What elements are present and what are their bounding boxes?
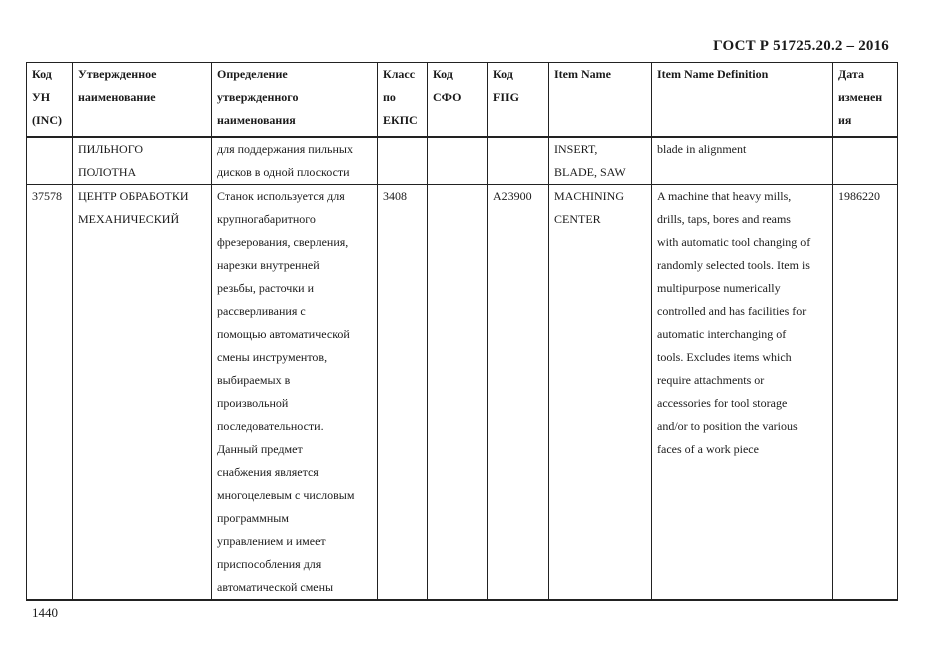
cell-definition: Станок используется для крупногабаритного фрезерования, сверления, нарезки внутренней резьбы, расточки и рассверливания с помощью автоматической смены инструментов, выбираемых в произвольной последовательности. Данный предмет снабжения является многоцелевым с числовым программным управлением и имеет приспособления для автоматической смены [212, 185, 378, 601]
cell-item-definition: A machine that heavy mills, drills, taps, bores and reams with automatic tool changing of randomly selected tools. Item is multipurpose numerically controlled and has facilities for automatic interchanging of tools. Excludes items which require attachments or accessories for tool storage and/or to position the various faces of a work piece [652, 185, 833, 601]
column-header-item-name: Item Name [549, 63, 652, 138]
cell-approved-name: ЦЕНТР ОБРАБОТКИ МЕХАНИЧЕСКИЙ [73, 185, 212, 601]
cell-code: 37578 [27, 185, 73, 601]
cell-date [833, 137, 898, 185]
column-header-definition: Определение утвержденного наименования [212, 63, 378, 138]
cell-ekps: 3408 [378, 185, 428, 601]
document-code: ГОСТ Р 51725.20.2 – 2016 [713, 38, 889, 54]
cell-item-name: INSERT, BLADE, SAW [549, 137, 652, 185]
column-header-approved-name: Утвержденное наименование [73, 63, 212, 138]
column-header-fiig-code: Код FIIG [488, 63, 549, 138]
cell-definition: для поддержания пильных дисков в одной плоскости [212, 137, 378, 185]
cell-code [27, 137, 73, 185]
table-header-row [27, 63, 898, 138]
catalog-table [26, 62, 898, 601]
table-row [27, 137, 898, 185]
cell-ekps [378, 137, 428, 185]
cell-item-definition: blade in alignment [652, 137, 833, 185]
cell-fiig [488, 137, 549, 185]
column-header-change-date: Дата изменен ия [833, 63, 898, 138]
column-header-inc-code: Код УН (INC) [27, 63, 73, 138]
cell-approved-name: ПИЛЬНОГО ПОЛОТНА [73, 137, 212, 185]
page-number: 1440 [32, 605, 58, 620]
cell-sfo [428, 137, 488, 185]
table-row [27, 185, 898, 601]
cell-date: 1986220 [833, 185, 898, 601]
column-header-sfo-code: Код СФО [428, 63, 488, 138]
cell-fiig: A23900 [488, 185, 549, 601]
cell-item-name: MACHINING CENTER [549, 185, 652, 601]
column-header-item-name-definition: Item Name Definition [652, 63, 833, 138]
column-header-ekps-class: Класс по ЕКПС [378, 63, 428, 138]
cell-sfo [428, 185, 488, 601]
